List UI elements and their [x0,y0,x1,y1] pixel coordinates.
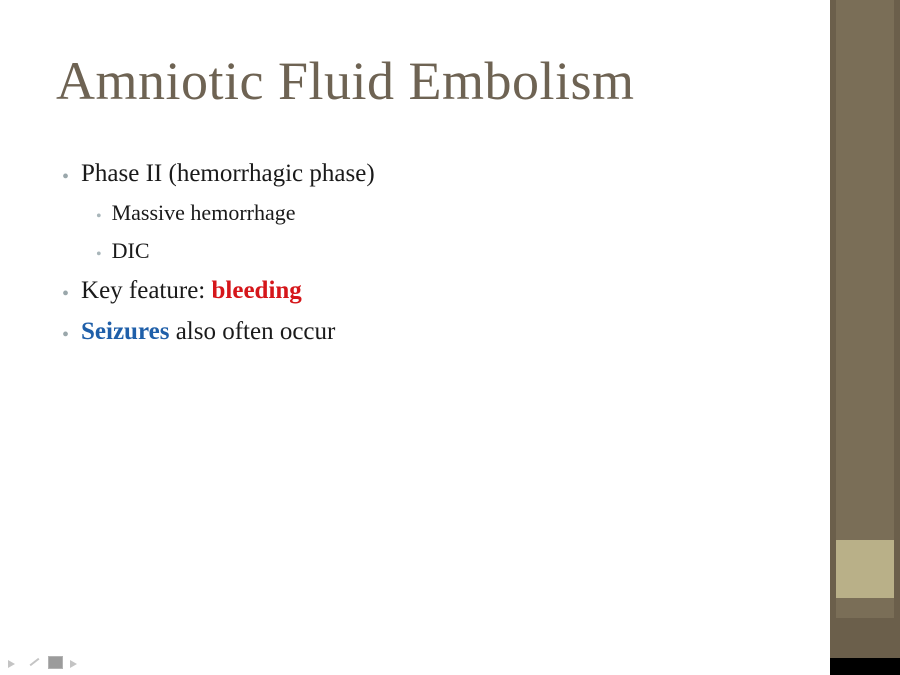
bullet-item [56,316,796,355]
arrow-cursor-icon[interactable] [8,657,21,668]
bullet-text-lead: Key feature: [81,277,212,304]
bullet-dot-icon: • [96,208,102,225]
bullet-dot-icon: • [96,246,102,263]
bullet-item [56,275,796,314]
bullet-text: Massive hemorrhage [111,200,296,225]
side-band-accent-mid [836,598,894,618]
bullet-text-emphasis: Seizures [81,318,170,345]
bullet-item [56,237,796,273]
grid-icon[interactable] [48,656,63,669]
bullet-text [81,275,302,306]
bullet-text-trail: also often occur [169,318,336,345]
bullet-dot-icon: • [62,283,70,305]
side-band-bottom-filler [830,658,900,675]
pointer-icon[interactable] [70,657,83,668]
bullet-dot-icon: • [62,324,70,346]
bullet-text: DIC [111,238,150,263]
bullet-item [56,199,796,235]
bullet-text-emphasis: bleeding [211,277,302,304]
slide-side-band [830,0,900,675]
slide-title: Amniotic Fluid Embolism [56,51,635,111]
bullet-dot-icon: • [62,166,70,188]
bullet-item [56,158,796,197]
presentation-mini-toolbar[interactable] [8,656,83,669]
side-band-accent-dark [836,618,894,658]
side-band-accent-light [836,540,894,598]
pen-icon[interactable] [28,657,41,668]
bullet-text [81,316,335,347]
bullet-text: Phase II (hemorrhagic phase) [81,160,375,187]
slide-body [56,158,796,357]
